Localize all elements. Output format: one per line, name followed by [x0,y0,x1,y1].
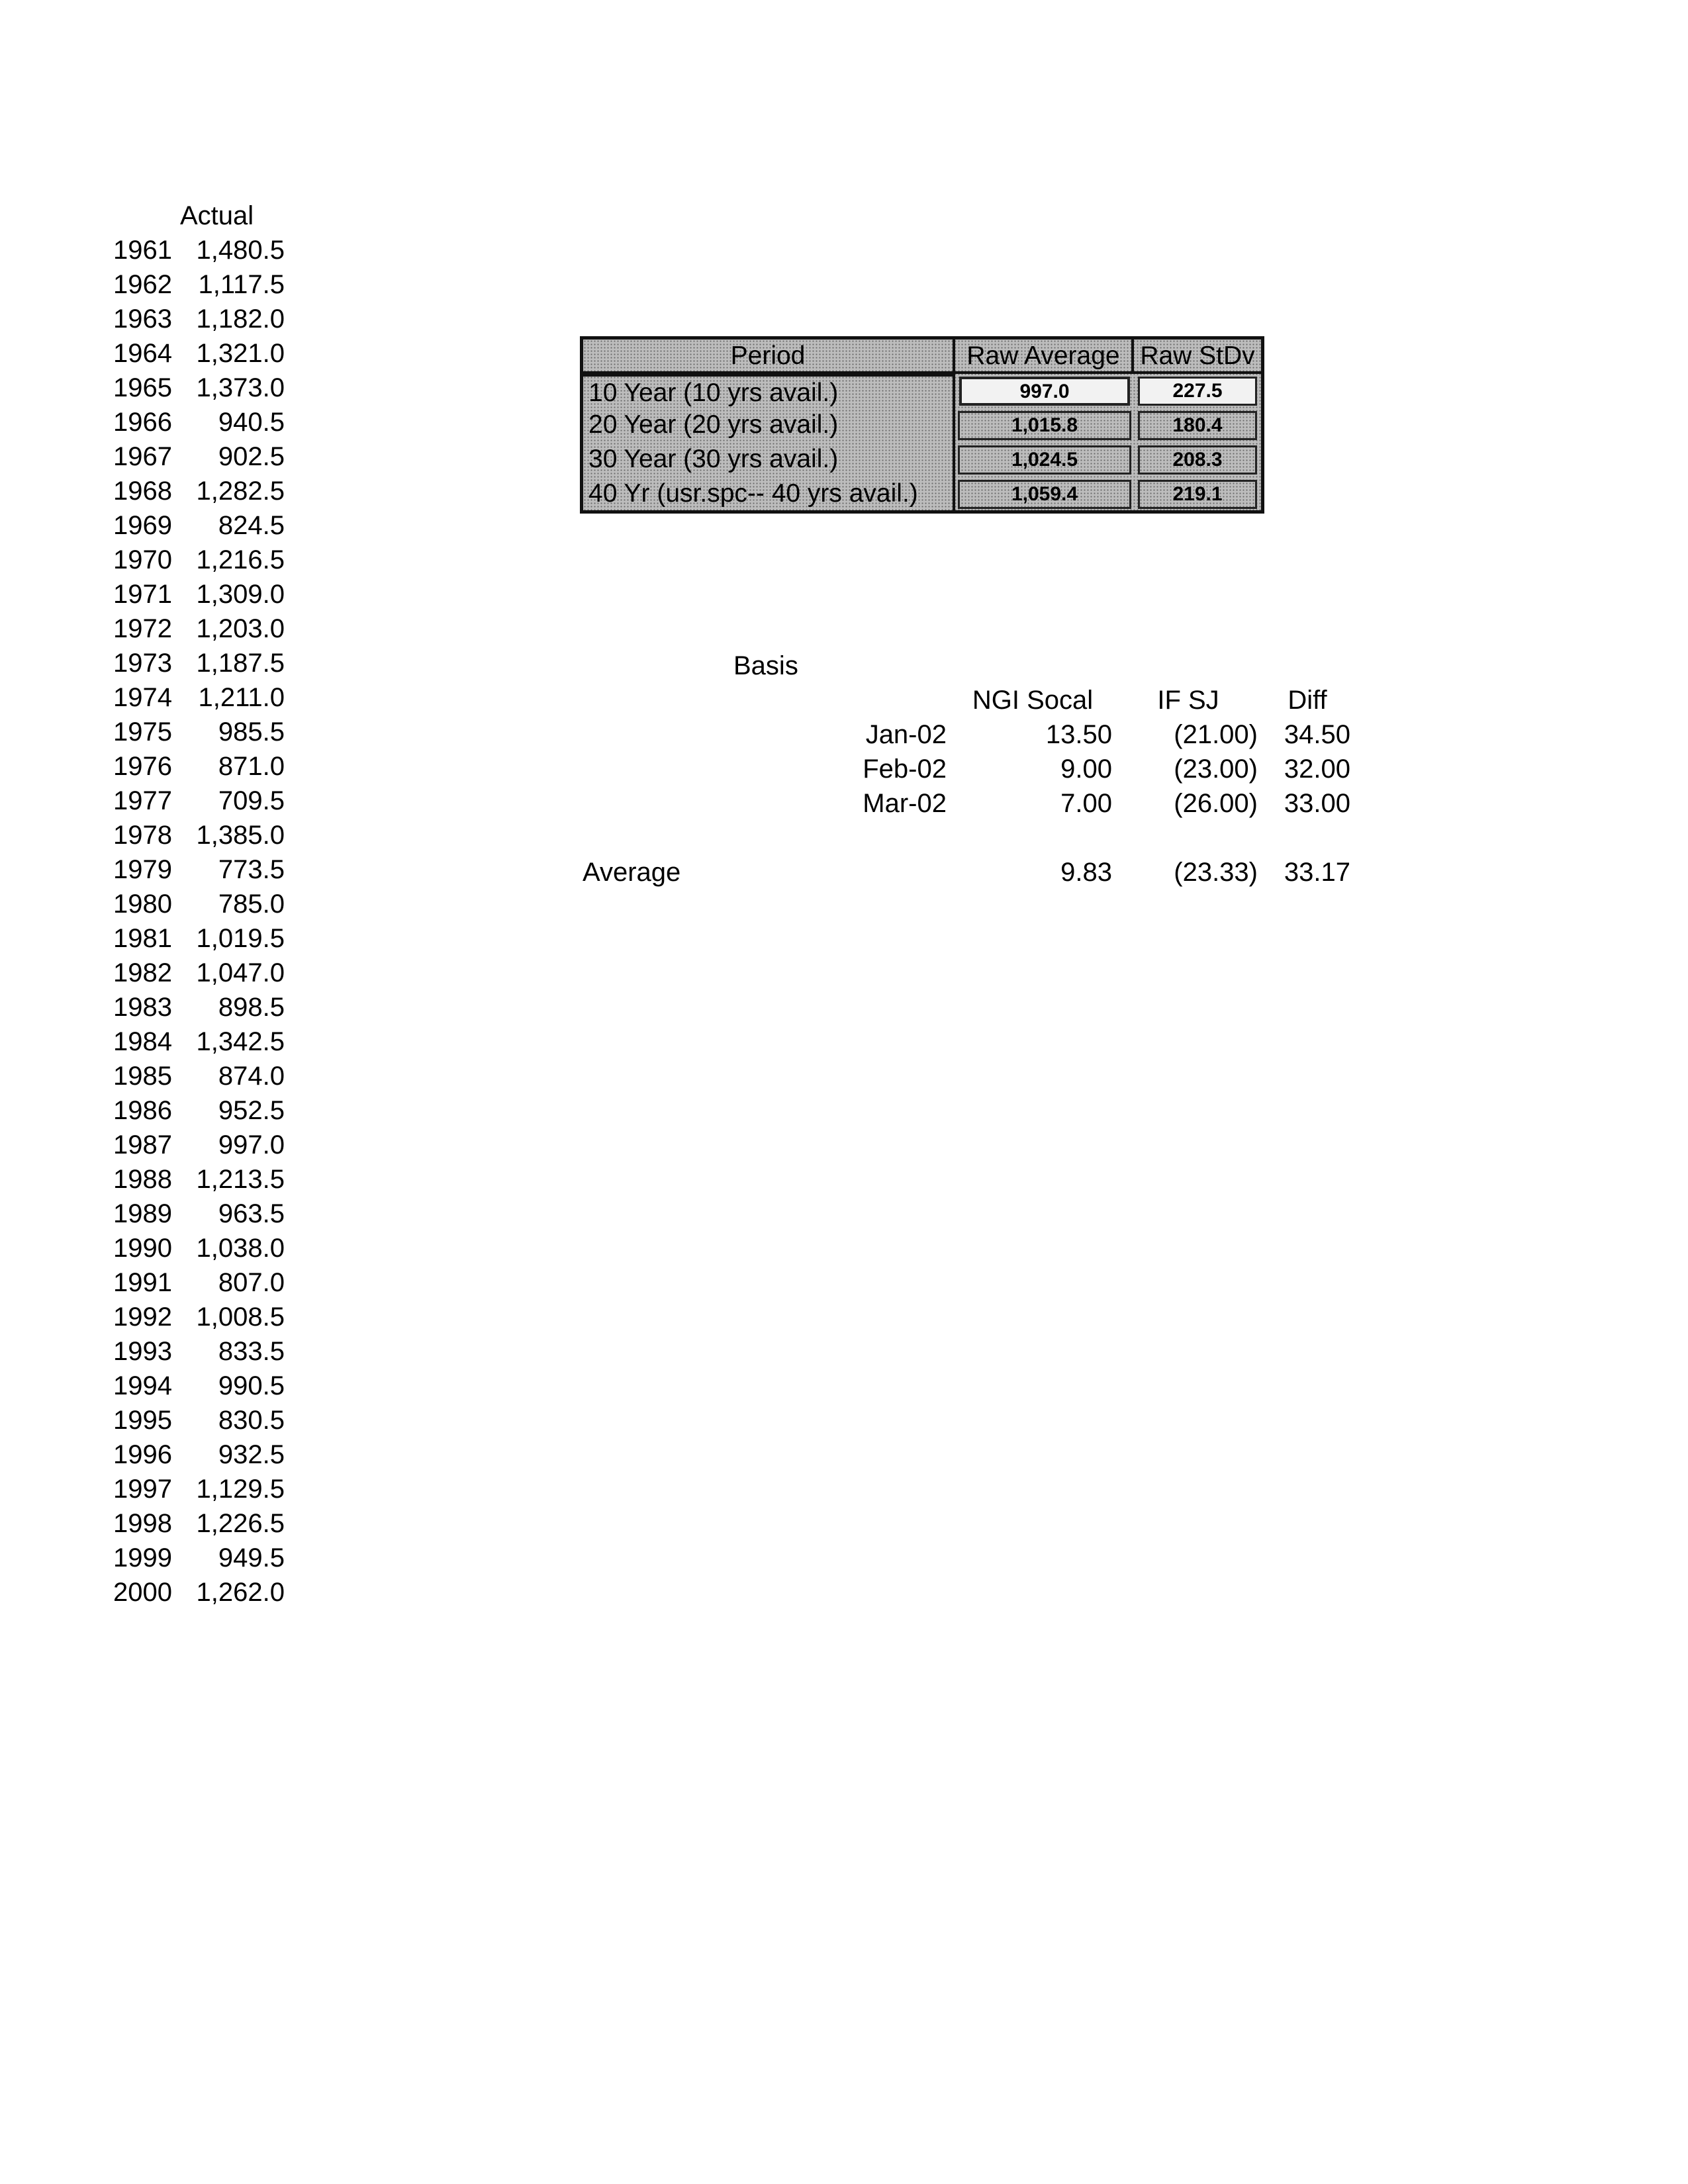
actual-value: 1,373.0 [196,373,285,402]
actual-value: 807.0 [218,1268,285,1297]
actual-year: 1994 [113,1371,172,1400]
basis-month: Jan-02 [865,720,947,749]
actual-value: 997.0 [218,1130,285,1160]
actual-year: 1961 [113,236,172,265]
actual-row [106,749,291,784]
actual-year: 1982 [113,958,172,987]
actual-row [106,1575,291,1610]
stats-sd: 180.4 [1138,411,1257,440]
actual-year: 1973 [113,649,172,678]
basis-diff: 34.50 [1284,720,1350,749]
stats-period: 30 Year (30 yrs avail.) [583,443,955,477]
actual-value: 874.0 [218,1062,285,1091]
stats-header-avg: Raw Average [955,340,1134,371]
stats-sd: 208.3 [1138,445,1257,475]
basis-month: Feb-02 [863,754,947,784]
actual-year: 1997 [113,1475,172,1504]
actual-year: 1989 [113,1199,172,1228]
stats-header-period: Period [583,340,955,371]
actual-value: 1,321.0 [196,339,285,368]
stats-period: 40 Yr (usr.spc-- 40 yrs avail.) [583,477,955,512]
actual-row [106,1403,291,1437]
actual-row [106,1369,291,1403]
actual-value: 952.5 [218,1096,285,1125]
actual-row [106,990,291,1024]
actual-year: 1993 [113,1337,172,1366]
actual-row [106,1128,291,1162]
actual-row [106,267,291,302]
actual-header: Actual [180,201,254,230]
actual-year: 1968 [113,477,172,506]
stats-row [583,477,1261,512]
basis-diff: 33.00 [1284,789,1350,818]
actual-row [106,1162,291,1197]
actual-value: 773.5 [218,855,285,884]
actual-row [106,612,291,646]
actual-year: 1996 [113,1440,172,1469]
stats-sd: 227.5 [1138,377,1257,406]
actual-value: 1,385.0 [196,821,285,850]
actual-value: 990.5 [218,1371,285,1400]
actual-value: 785.0 [218,889,285,919]
actual-year: 1964 [113,339,172,368]
actual-row [106,1506,291,1541]
actual-value: 1,019.5 [196,924,285,953]
actual-row [106,956,291,990]
actual-value: 1,480.5 [196,236,285,265]
actual-value: 1,203.0 [196,614,285,643]
actual-row [106,680,291,715]
stats-avg: 1,024.5 [958,445,1131,475]
basis-header-diff: Diff [1288,686,1327,715]
actual-value: 949.5 [218,1543,285,1572]
actual-year: 1967 [113,442,172,471]
actual-row [106,646,291,680]
actual-row [106,715,291,749]
actual-row [106,852,291,887]
actual-row [106,1024,291,1059]
basis-average-ngi: 9.83 [1060,858,1112,887]
actual-row [106,1541,291,1575]
actual-list [106,233,291,1610]
actual-year: 1978 [113,821,172,850]
basis-ifsj: (23.00) [1174,754,1258,784]
stats-row [583,443,1261,477]
basis-header-ngi: NGI Socal [972,686,1094,715]
actual-year: 1962 [113,270,172,299]
actual-value: 1,216.5 [196,545,285,574]
basis-diff: 32.00 [1284,754,1350,784]
actual-year: 1985 [113,1062,172,1091]
actual-row [106,439,291,474]
actual-year: 1971 [113,580,172,609]
stats-header-row [583,340,1261,374]
actual-year: 1966 [113,408,172,437]
actual-row [106,508,291,543]
actual-year: 1987 [113,1130,172,1160]
actual-value: 985.5 [218,717,285,747]
actual-row [106,577,291,612]
actual-row [106,336,291,371]
actual-value: 833.5 [218,1337,285,1366]
actual-value: 932.5 [218,1440,285,1469]
basis-ifsj: (26.00) [1174,789,1258,818]
actual-value: 1,213.5 [196,1165,285,1194]
actual-value: 1,008.5 [196,1302,285,1332]
actual-year: 1984 [113,1027,172,1056]
actual-year: 1980 [113,889,172,919]
actual-value: 824.5 [218,511,285,540]
actual-year: 1981 [113,924,172,953]
actual-year: 1965 [113,373,172,402]
stats-row [583,408,1261,443]
actual-row [106,1334,291,1369]
actual-row [106,1231,291,1265]
actual-row [106,302,291,336]
actual-year: 1991 [113,1268,172,1297]
stats-sd: 219.1 [1138,480,1257,509]
basis-ngi: 7.00 [1060,789,1112,818]
basis-ngi: 13.50 [1045,720,1112,749]
basis-average-label: Average [583,858,681,887]
actual-row [106,371,291,405]
actual-year: 1970 [113,545,172,574]
actual-value: 871.0 [218,752,285,781]
actual-year: 1969 [113,511,172,540]
actual-value: 1,211.0 [198,683,285,712]
actual-value: 830.5 [218,1406,285,1435]
actual-year: 1963 [113,304,172,334]
actual-row [106,887,291,921]
basis-average-ifsj: (23.33) [1174,858,1258,887]
actual-row [106,474,291,508]
actual-year: 1976 [113,752,172,781]
actual-value: 1,309.0 [196,580,285,609]
actual-row [106,405,291,439]
actual-value: 1,182.0 [196,304,285,334]
actual-year: 1979 [113,855,172,884]
actual-row [106,1437,291,1472]
actual-value: 898.5 [218,993,285,1022]
actual-year: 1977 [113,786,172,815]
stats-avg: 1,015.8 [958,411,1131,440]
actual-value: 1,117.5 [198,270,285,299]
actual-year: 1990 [113,1234,172,1263]
basis-title: Basis [733,651,798,680]
actual-year: 1972 [113,614,172,643]
actual-year: 1974 [113,683,172,712]
actual-row [106,233,291,267]
actual-value: 1,129.5 [196,1475,285,1504]
stats-avg: 1,059.4 [958,480,1131,509]
actual-year: 2000 [113,1578,172,1607]
actual-value: 1,226.5 [196,1509,285,1538]
stats-period: 10 Year (10 yrs avail.) [583,374,955,408]
actual-value: 940.5 [218,408,285,437]
actual-value: 1,282.5 [196,477,285,506]
actual-value: 1,187.5 [196,649,285,678]
actual-row [106,1197,291,1231]
actual-value: 902.5 [218,442,285,471]
actual-row [106,1300,291,1334]
actual-row [106,1093,291,1128]
actual-year: 1998 [113,1509,172,1538]
actual-value: 963.5 [218,1199,285,1228]
actual-row [106,1472,291,1506]
actual-year: 1988 [113,1165,172,1194]
basis-month: Mar-02 [863,789,947,818]
actual-value: 1,262.0 [196,1578,285,1607]
actual-year: 1999 [113,1543,172,1572]
stats-header-sd: Raw StDv [1140,341,1255,370]
actual-value: 1,038.0 [196,1234,285,1263]
actual-row [106,543,291,577]
stats-avg: 997.0 [959,377,1130,406]
actual-row [106,1265,291,1300]
actual-year: 1992 [113,1302,172,1332]
actual-row [106,818,291,852]
actual-year: 1995 [113,1406,172,1435]
actual-row [106,784,291,818]
actual-row [106,1059,291,1093]
actual-value: 1,342.5 [196,1027,285,1056]
actual-year: 1986 [113,1096,172,1125]
actual-row [106,921,291,956]
basis-header-ifsj: IF SJ [1157,686,1219,715]
stats-period: 20 Year (20 yrs avail.) [583,408,955,443]
basis-ifsj: (21.00) [1174,720,1258,749]
stats-row [583,374,1261,408]
basis-average-diff: 33.17 [1284,858,1350,887]
actual-year: 1975 [113,717,172,747]
actual-value: 1,047.0 [196,958,285,987]
actual-value: 709.5 [218,786,285,815]
actual-year: 1983 [113,993,172,1022]
basis-ngi: 9.00 [1060,754,1112,784]
stats-table [580,336,1264,514]
